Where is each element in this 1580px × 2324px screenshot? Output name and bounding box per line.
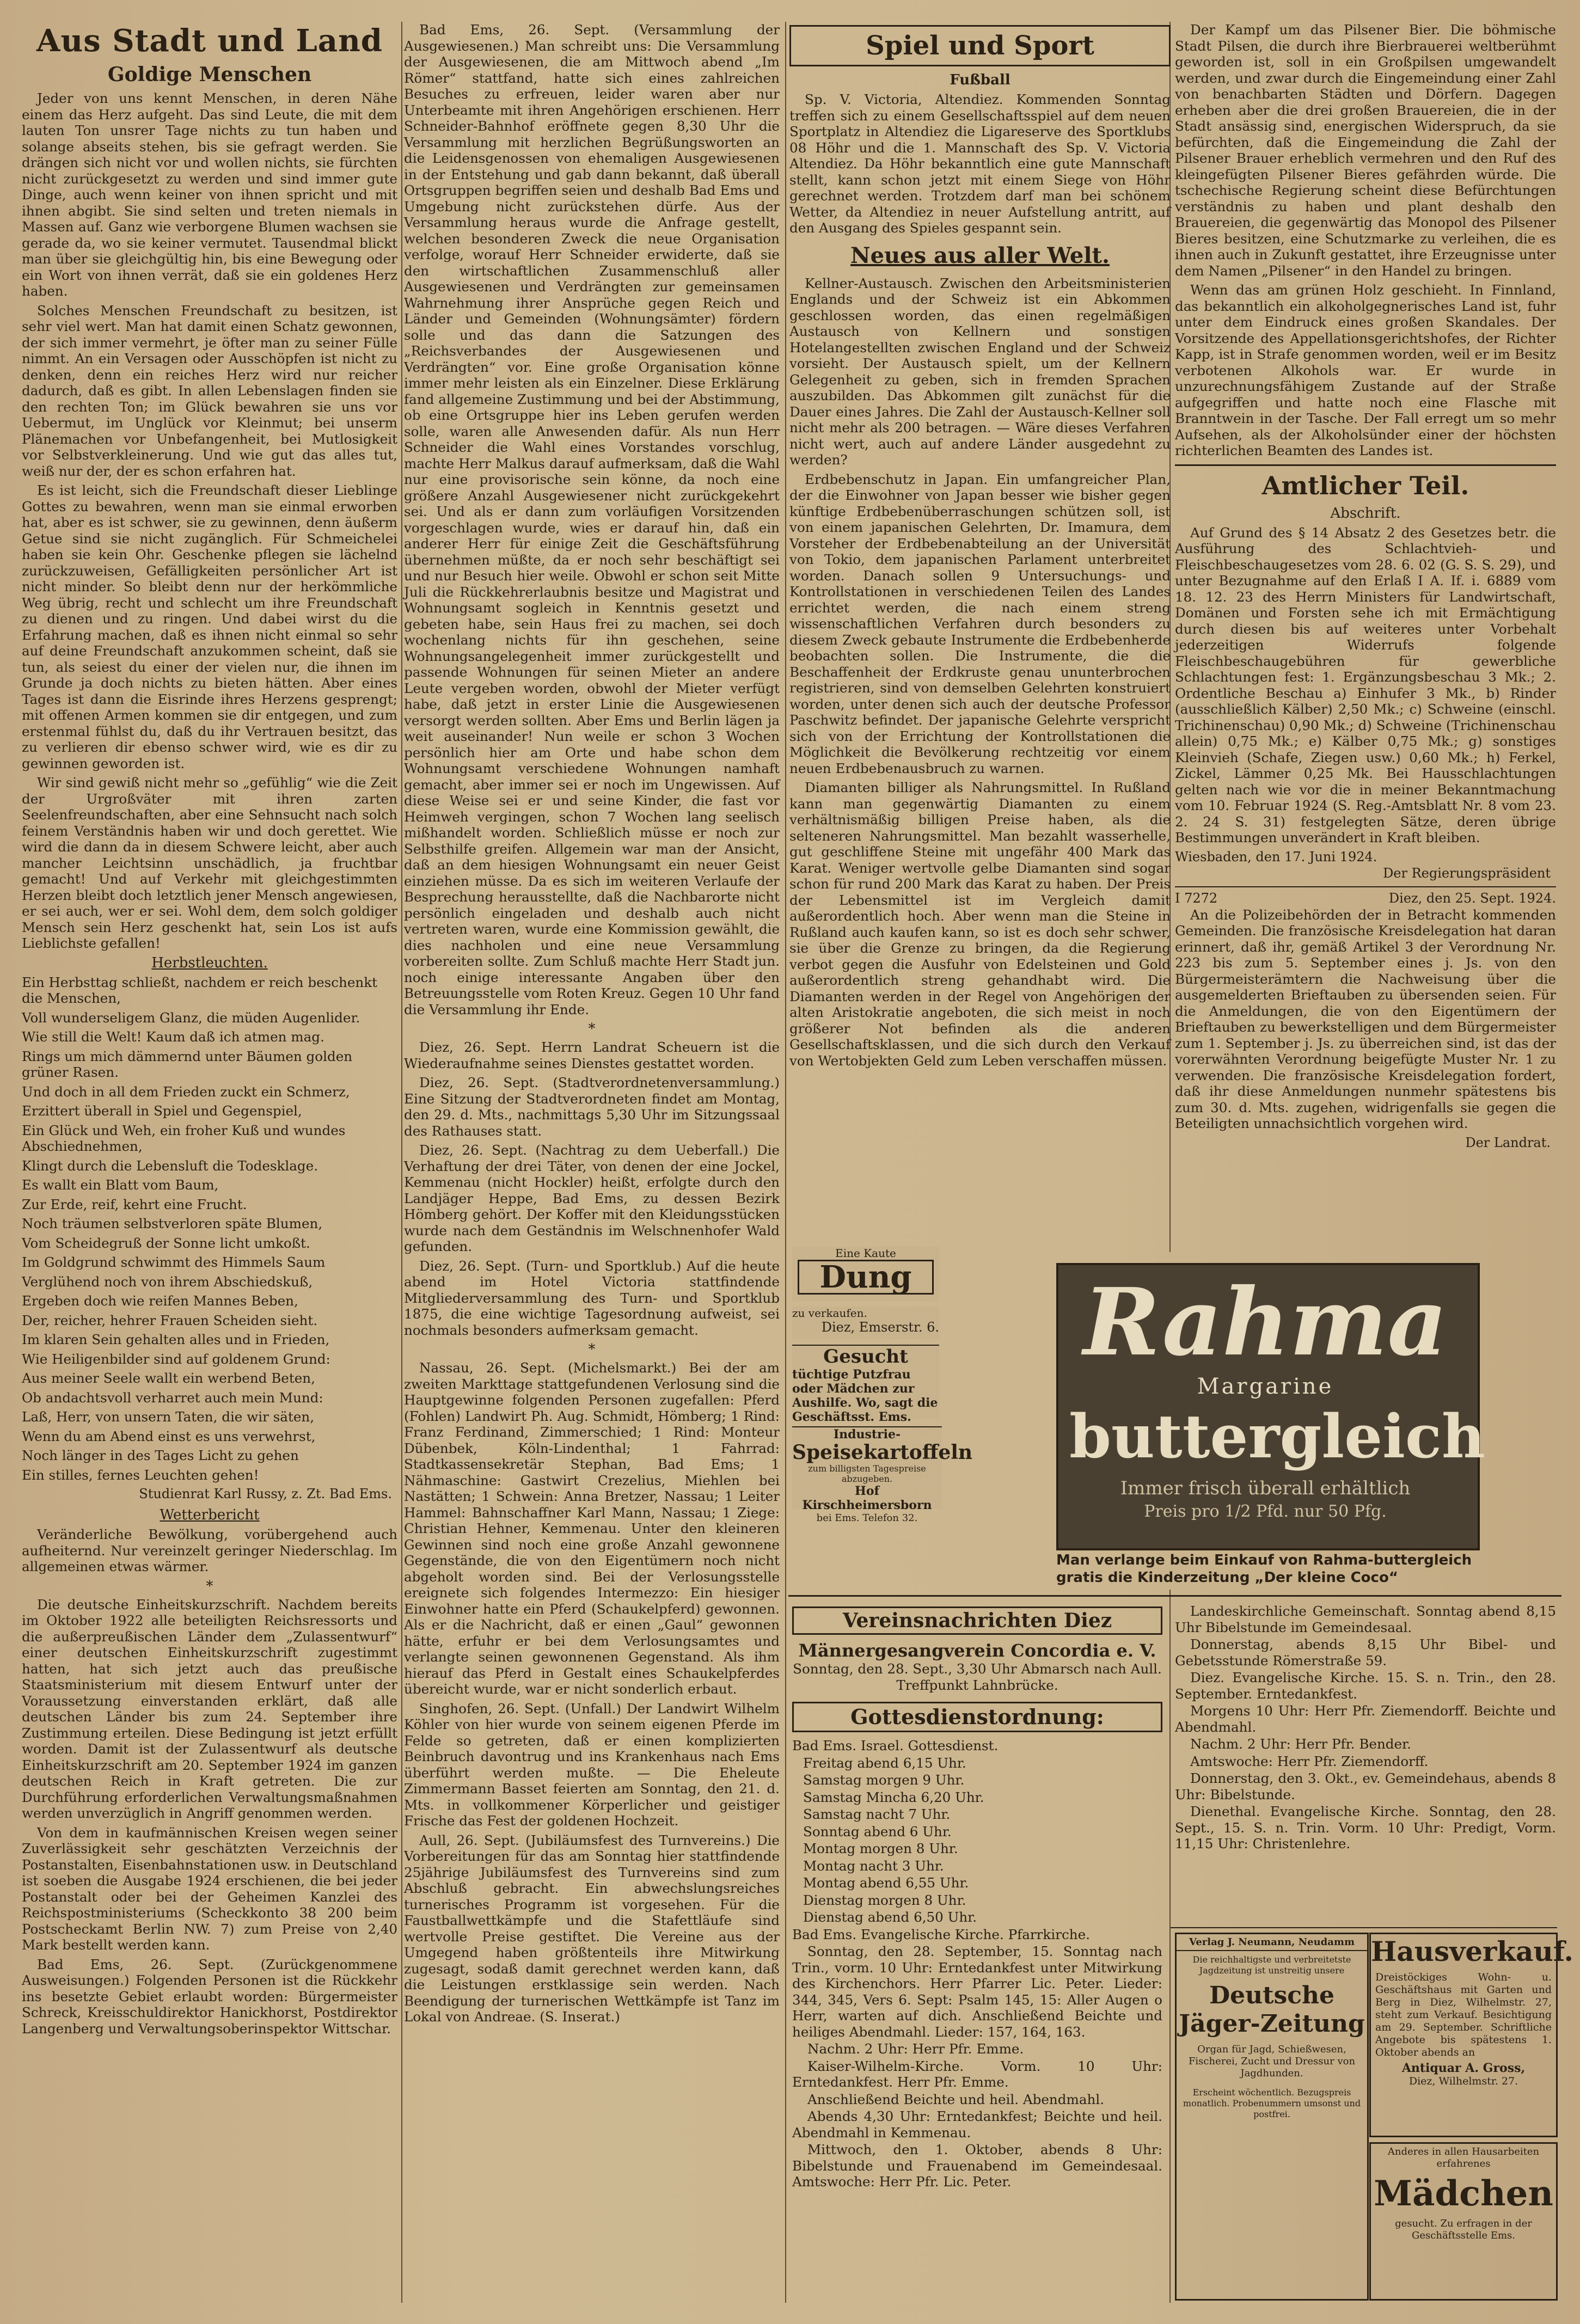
column-rule <box>1169 1590 1171 2303</box>
column-3-lower <box>792 1603 1162 2300</box>
official-date: Wiesbaden, den 17. Juni 1924. <box>1175 849 1377 864</box>
section-divider <box>788 1595 1561 1597</box>
ad-headline: Dung <box>798 1260 934 1295</box>
poem-line: Laß, Herr, von unsern Taten, die wir säten, <box>22 1409 315 1425</box>
separator-star: * <box>206 1578 213 1595</box>
service-line: Montag nacht 3 Uhr. <box>803 1857 944 1874</box>
official-copy-label: Abschrift. <box>1330 505 1401 522</box>
official-signature: Der Regierungspräsident <box>1383 865 1551 881</box>
service-line: Donnerstag, abends 8,15 Uhr Bibel- und Gebetsstunde Römerstraße 59. <box>1175 1636 1556 1669</box>
poem-line: Ein Herbsttag schließt, nachdem er reich beschenkt die Menschen, <box>22 974 378 1006</box>
column-4-lower <box>1175 1603 1556 1908</box>
church-services-list <box>792 1738 1162 2190</box>
official-date: Diez, den 25. Sept. 1924. <box>1388 890 1556 906</box>
service-line: Bad Ems. Evangelische Kirche. Pfarrkirche. <box>792 1926 1090 1942</box>
rahma-margarine: Margarine <box>1197 1374 1334 1399</box>
article-paragraph: Aull, 26. Sept. (Jubiläumsfest des Turnvereins.) Die Vorbereitungen für das am Sonntag hier stattfindende 25jährige Jubiläumsfest des Turnvereins sind zum Abschluß gebracht. Ein abwechslungsreiches turnerisches Programm ist vorgesehen. Für die Faustballwettkämpfe und die Stafettläufe sind wertvolle Preise gestiftet. Die Vereine aus der Umgegend haben größtenteils ihre Mitwirkung zugesagt, sodaß damit gerechnet werden kann, daß die Leistungen erstklassige sein werden. Nach Beendigung der turnerischen Wettkämpfe ist Tanz im Lokal von Andreae. (S. Inserat.) <box>404 1832 780 2025</box>
section-divider <box>1171 1927 1557 1928</box>
service-line: Morgens 10 Uhr: Herr Pfr. Ziemendorff. Beichte und Abendmahl. <box>1175 1703 1556 1735</box>
service-line: Kaiser-Wilhelm-Kirche. Vorm. 10 Uhr: Erntedankfest. Herr Pfr. Emme. <box>792 2058 1162 2090</box>
article-paragraph: Bad Ems, 26. Sept. (Zurückgenommene Ausweisungen.) Folgenden Personen ist die Rückkehr ins besetzte Gebiet erlaubt worden: Bürgermeister Schreck, Kreisschuldirektor Hanickhorst, Postdirektor Langenberg und Verwaltungsoberinspektor Wittschar. <box>22 1956 397 2037</box>
service-line: Bad Ems. Israel. Gottesdienst. <box>792 1738 999 1753</box>
service-line: Diez. Evangelische Kirche. 15. S. n. Trin., den 28. September. Erntedankfest. <box>1175 1670 1556 1702</box>
article-paragraph: Nassau, 26. Sept. (Michelsmarkt.) Bei der am zweiten Markttage stattgefundenen Verlosung sind die Hauptgewinne folgenden Personen zugefallen: Pferd (Fohlen) Landwirt Ph. Aug. Schmidt, Hömberg; 1 Rind: Franz Ferdinand, Zimmerschied; 1 Rind: Monteur Dübenbek, Köln-Lindenthal; 1 Fahrrad: Stadtkassensekretär Stephan, Bad Ems; 1 Nähmaschine: Gastwirt Crezelius, Miehlen bei Nastätten; 1 Schwein: Anna Bretzer, Nassau; 1 Leiter Hammel: Bahnschaffner Karl Mann, Nassau; 1 Ziege: Christian Hehner, Kemmenau. Unter den kleineren Gewinnen sind noch eine große Anzahl gewonnene Gegenstände, die von den Eigentümern noch nicht abgeholt worden sind. Bei der Verlosungsstelle ereignete sich folgendes Intermezzo: Ein hiesiger Einwohner hatte ein Pferd (Schaukelpferd) gewonnen. Als er die Nachricht, daß er einen „Gaul“ gewonnen hätte, erfuhr er bei dem Verlosungsamtes und verlangte seinen gewonnenen Gegenstand. Als ihm hierauf das Pferd in Gestalt eines Schaukelpferdes übereicht wurde, war er nicht sonderlich erbaut. <box>404 1360 780 1697</box>
column-rule <box>785 22 786 2303</box>
poem-line: Ergeben doch wie reifen Mannes Beben, <box>22 1293 298 1309</box>
poem-line: Klingt durch die Lebensluft die Todesklage. <box>22 1157 319 1174</box>
poem-line: Ein Glück und Weh, ein froher Kuß und wundes Abschiednehmen, <box>22 1122 346 1154</box>
poem-line: Voll wunderseligem Glanz, die müden Augenlider. <box>22 1009 360 1026</box>
service-line: Nachm. 2 Uhr: Herr Pfr. Bender. <box>1190 1736 1411 1752</box>
service-line: Abends 4,30 Uhr: Erntedankfest; Beichte und heil. Abendmahl in Kemmenau. <box>792 2108 1162 2141</box>
column-3 <box>789 22 1171 1241</box>
poem-line: Rings um mich dämmernd unter Bäumen golden grüner Rasen. <box>22 1048 353 1080</box>
jaeger-zeitung-ad <box>1175 1933 1369 2301</box>
article-paragraph: Wenn das am grünen Holz geschieht. In Finnland, das bekanntlich ein alkoholgegnerisches Land ist, fuhr unter dem Eindruck eines großen Skandales. Der Vorsitzende des Appellationsgerichtshofes, der Richter Kapp, ist in Strafe genommen worden, weil er im Besitz verbotenen Alkohols war. Er wurde in unzurechnungsfähigem Zustande auf der Straße aufgegriffen und hatte noch eine Flasche mit Branntwein in der Tasche. Der Fall erregt um so mehr Aufsehen, als der Alkoholsünder einer der höchsten richterlichen Beamten des Landes ist. <box>1175 282 1556 458</box>
ad-headline: Speisekartoffeln <box>792 1441 973 1464</box>
official-text: An die Polizeibehörden der in Betracht kommenden Gemeinden. Die französische Kreisdelegation hat daran erinnert, daß ihr, gemäß Artikel 3 der Verordnung Nr. 223 bis zum 5. September eines j. Js. von den Bürgermeisterämtern die Nachweisung über die ausgemelderten Brieftauben zu übersenden seien. Für die Anmeldungen, die von den Eigentümern der Brieftauben zu bewerkstelligen und dem Bürgermeister zum 1. September j. Js. zu überreichen sind, ist das der vorerwähnten Verordnung beigefügte Muster Nr. 1 zu verwenden. Die französische Kreisdelegation fordert, daß ihr diese Anmeldungen nunmehr spätestens bis zum 30. d. Mts. zugehen, widrigenfalls sie gegen die Beteiligten unnachsichtlich vorgehen wird. <box>1175 906 1556 1131</box>
ad-address: bei Ems. Telefon 32. <box>816 1512 918 1524</box>
separator-star: * <box>588 1021 596 1037</box>
poem-line: Aus meiner Seele wallt ein werbend Beten, <box>22 1370 315 1386</box>
rahma-slogan: buttergleich <box>1069 1401 1485 1471</box>
service-line: Montag abend 6,55 Uhr. <box>803 1875 969 1891</box>
sport-subheading: Fußball <box>950 72 1011 88</box>
article-paragraph: Diamanten billiger als Nahrungsmittel. In Rußland kann man gegenwärtig Diamanten zu einem verhältnismäßig billigen Preise haben, als die selteneren Nahrungsmittel. Man bezahlt wasserhelle, gut geschliffene Steine mit ungefähr 400 Mark das Karat. Weniger wertvolle gelbe Diamanten sind sogar schon für rund 200 Mark das Karat zu haben. Der Preis der Lebensmittel ist im Vergleich damit außerordentlich hoch. Aber wenn man die Steine in Rußland auch kaufen kann, so ist es doch sehr schwer, sie über die Grenze zu bringen, da die Regierung verbot gegen die Ausfuhr von Edelsteinen und Gold außerordentlich streng gehandhabt wird. Die Diamanten werden in der Regel von Angehörigen der alten Aristokratie angeboten, die sich meist in noch größerer Not befinden als die anderen Gesellschaftsklassen, und die sich durch den Verkauf von Wertobjekten Geld zum Leben verschaffen müssen. <box>789 780 1171 1069</box>
article-paragraph: Diez, 26. Sept. (Stadtverordnetenversammlung.) Eine Sitzung der Stadtverordneten findet am Montag, den 29. d. Mts., nachmittags 5,30 Uhr im Sitzungssaal des Rathauses statt. <box>404 1075 780 1139</box>
column-rule <box>401 22 402 2303</box>
article-paragraph: Es ist leicht, sich die Freundschaft dieser Lieblinge Gottes zu bewahren, wenn man sie einmal erworben hat, aber es ist schwer, sie zu gewinnen, denn äußerm Getue sind sie nicht zugänglich. Für Schmeichelei haben sie kein Ohr. Geschenke pflegen sie lächelnd zurückzuweisen, Gefälligkeiten persönlicher Art ist nicht minder. So bleibt denn nur der herkömmliche Weg übrig, recht und schlecht um ihre Freundschaft zu dienen und zu ringen. Und dabei wirst du die Erfahrung machen, daß es ihnen nicht einmal so sehr auf deine Freundschaft anzukommen scheint, daß sie tun, als seiest du einer der vielen nur, die ihnen im Grunde ja doch nichts zu bieten hätten. Aber eines Tages ist dann die Eisrinde ihres Herzens gesprengt; mit offenen Armen kommen sie dir entgegen, und zum erstenmal fühlst du, daß du ihr Vertrauen besitzt, das zu verlieren dir ebenso schwer wird, wie es dir zu gewinnen geworden ist. <box>22 482 397 771</box>
ad-text: tüchtige Putzfrau oder Mädchen zur Aushilfe. Wo, sagt die Geschäftsst. Ems. <box>792 1368 938 1424</box>
article-paragraph: Die deutsche Einheitskurzschrift. Nachdem bereits im Oktober 1922 alle beteiligten Reichsressorts und die außerpreußischen Länder dem „Zulassentwurf“ einer deutschen Einheitskurzschrift zugestimmt hatten, hat sich jetzt auch das preußische Staatsministerium mit diesem Entwurf unter der Voraussetzung einverstanden erklärt, daß alle deutschen Länder bis zum 24. September ihre Zustimmung erteilen. Diese Bedingung ist jetzt erfüllt worden. Damit ist der Zulassentwurf als deutsche Einheitskurzschrift am 20. September 1924 im ganzen deutschen Reich in Kraft getreten. Die zur Durchführung erforderlichen Verwaltungsmaßnahmen werden unverzüglich in Angriff genommen werden. <box>22 1596 397 1821</box>
poem-line: Ein stilles, fernes Leuchten gehen! <box>22 1467 259 1483</box>
ad-text: Eine Kaute <box>835 1247 896 1260</box>
poem-title: Herbstleuchten. <box>151 954 268 971</box>
service-line: Dienstag abend 6,50 Uhr. <box>803 1909 977 1925</box>
service-line: Donnerstag, den 3. Okt., ev. Gemeindehaus, abends 8 Uhr: Bibelstunde. <box>1175 1770 1556 1802</box>
poem-line: Im Goldgrund schwimmt des Himmels Saum <box>22 1254 326 1270</box>
rahma-small: Immer frisch überall erhältlich <box>1120 1477 1411 1499</box>
article-paragraph: Solches Menschen Freundschaft zu besitzen, ist sehr viel wert. Man hat damit einen Schatz gewonnen, der sich immer vermehrt, je öfter man zu seiner Fülle nimmt. An ein Versagen oder Ausschöpfen ist nicht zu denken, denn ein reiches Herz wird nur reicher dadurch, daß es gibt. In allen Lebenslagen finden sie den rechten Ton; im Glück bewahren sie uns vor Uebermut, im Unglück vor Kleinmut; bei unserm Plänemachen vor Unbefangenheit, bei Mutlosigkeit vor Selbstverkleinerung. Und wie gut das alles tut, weiß nur der, der es schon erfahren hat. <box>22 302 397 479</box>
ad-text: Die reichhaltigste und verbreitetste Jagdzeitung ist unstreitig unsere <box>1192 1954 1351 1976</box>
column-4 <box>1175 22 1556 1150</box>
weather-title: Wetterbericht <box>160 1507 260 1523</box>
service-line: Samstag morgen 9 Uhr. <box>803 1772 965 1788</box>
sport-heading: Spiel und Sport <box>789 25 1171 66</box>
poem-line: Ob andachtsvoll verharret auch mein Mund: <box>22 1389 323 1406</box>
poem-line: Erzittert überall in Spiel und Gegenspiel, <box>22 1103 302 1119</box>
ad-text: Dreistöckiges Wohn- u. Geschäftshaus mit Garten und Berg in Diez, Wilhelmstr. 27, steht zum Verkauf. Besichtigung am 29. September. Schriftliche Angebote bis spätestens 1. Oktober abends an <box>1375 1971 1552 2058</box>
poem-line: Noch länger in des Tages Licht zu gehen <box>22 1448 299 1463</box>
hausverkauf-ad <box>1369 1933 1573 2137</box>
service-line: Nachm. 2 Uhr: Herr Pfr. Emme. <box>807 2041 1024 2057</box>
service-line: Montag morgen 8 Uhr. <box>803 1841 958 1856</box>
article-paragraph: Erdbebenschutz in Japan. Ein umfangreicher Plan, der die Einwohner von Japan besser wie bisher gegen künftige Erdbebenüberraschungen schützen soll, ist von einem japanischen Gelehrten, Dr. Imamura, dem Vorsteher der Erdbebenabteilung an der Universität von Tokio, dem japanischen Parlament unterbreitet worden. Danach sollen 9 Untersuchungs- und Kontrollstationen in verschiedenen Teilen des Landes errichtet werden, die nach einem streng wissenschaftlichen Verfahren durch besonders zu diesem Zweck gebaute Instrumente die Erdbebenherde beobachten sollen. Die Instrumente, die die Beschaffenheit der Erdkruste genau ununterbrochen registrieren, sind von demselben Gelehrten konstruiert worden, unter denen sich auch der deutsche Professor Paschwitz befindet. Der japanische Gelehrte verspricht sich von der Errichtung der Kontrollstationen die Möglichkeit die Bevölkerung rechtzeitig vor einem neuen Erdbebenausbruch zu warnen. <box>789 471 1171 776</box>
ad-text: Hof Kirschheimersborn <box>802 1484 932 1512</box>
church-services-heading: Gottesdienstordnung: <box>792 1702 1162 1732</box>
club-text: Sonntag, den 28. Sept., 3,30 Uhr Abmarsch nach Aull. Treffpunkt Lahnbrücke. <box>793 1661 1162 1693</box>
official-section-heading: Amtlicher Teil. <box>1261 470 1469 500</box>
maedchen-ad <box>1369 2142 1558 2301</box>
poem-line: Der, reicher, hehrer Frauen Scheiden sieht. <box>22 1312 318 1328</box>
service-line: Sonntag, den 28. September, 15. Sonntag nach Trin., vorm. 10 Uhr: Erntedankfest unter Mitwirkung des Kirchenchors. Herr Pfarrer Lic. Peter. Lieder: 344, 345, Vers 6. Sept: Psalm 145, 15: Aller Augen o Herr, warten auf dich. Anschließend Beichte und heiliges Abendmahl. Lieder: 157, 164, 163. <box>792 1943 1162 2040</box>
service-line: Dienstag morgen 8 Uhr. <box>803 1892 966 1908</box>
poem-line: Noch träumen selbstverloren späte Blumen, <box>22 1216 323 1231</box>
service-line: Sonntag abend 6 Uhr. <box>803 1823 952 1839</box>
article-paragraph: Diez, 26. Sept. Herrn Landrat Scheuern ist die Wiederaufnahme seines Dienstes gestattet worden. <box>404 1039 780 1071</box>
official-signature: Der Landrat. <box>1465 1135 1551 1150</box>
poem-line: Vom Scheidegruß der Sonne licht umkoßt. <box>22 1235 310 1251</box>
ad-text: gesucht. Zu erfragen in der Geschäftsstelle Ems. <box>1395 2218 1532 2241</box>
poem-line: Und doch in all dem Frieden zuckt ein Schmerz, <box>22 1083 350 1100</box>
rahma-brand: Rahma <box>1083 1268 1448 1377</box>
ad-address: Diez, Wilhelmstr. 27. <box>1408 2075 1518 2087</box>
poem <box>22 974 397 1483</box>
service-line: Mittwoch, den 1. Oktober, abends 8 Uhr: Bibelstunde und Frauenabend im Gemeindesaal. Amtswoche: Herr Pfr. Lic. Peter. <box>792 2142 1162 2190</box>
rahma-caption: Man verlange beim Einkauf von Rahma-buttergleich gratis die Kinderzeitung „Der kleine Coco“ <box>1056 1552 1472 1586</box>
service-line: Anschließend Beichte und heil. Abendmahl. <box>807 2091 1105 2107</box>
ad-headline: Deutsche Jäger-Zeitung <box>1179 1982 1365 2038</box>
club-news-heading: Vereinsnachrichten Diez <box>792 1606 1162 1635</box>
official-text: Auf Grund des § 14 Absatz 2 des Gesetzes betr. die Ausführung des Schlachtvieh- und Fleischbeschaugesetzes vom 28. 6. 02 (G. S. S. 29), und unter Bezugnahme auf den Erlaß I A. If. i. 6889 vom 18. 12. 23 des Herrn Ministers für Landwirtschaft, Domänen und Forsten sehe ich mit Ermächtigung durch diesen bis auf weiteres unter Vorbehalt jederzeitigen Widerrufs folgende Fleischbeschaugebühren für gewerbliche Schlachtungen fest: 1. Ergänzungsbeschau 3 Mk.; 2. Ordentliche Beschau a) Einhufer 3 Mk., b) Rinder (ausschließlich Kälber) 2,50 Mk.; c) Schweine (einschl. Trichinenschau) 0,90 Mk.; d) Schweine (Trichinenschau allein) 0,75 Mk.; e) Kälber 0,75 Mk.; g) sonstiges Kleinvieh (Schafe, Ziegen usw.) 0,60 Mk.; h) Ferkel, Zickel, Lämmer 0,25 Mk. Bei Hausschlachtungen gelten nach wie vor die in meiner Bekanntmachung vom 10. Februar 1924 (S. Reg.-Amtsblatt Nr. 8 vom 23. 2. 24 S. 31) festgelegten Sätze, deren übrige Bestimmungen unverändert in Kraft bleiben. <box>1175 524 1556 845</box>
article-paragraph: Der Kampf um das Pilsener Bier. Die böhmische Stadt Pilsen, die durch ihre Bierbrauerei weltberühmt geworden ist, soll in ein Großpilsen umgewandelt werden, und zwar durch die Eingemeindung einer Zahl von benachbarten Städten und Dörfern. Dagegen erheben aber die drei großen Brauereien, die in der Stadt ansässig sind, energischen Widerspruch, da sie befürchten, daß die Eingemeindung die Zahl der Pilsener Brauer erheblich vermehren und den Ruf des kleingefügten Pilsener Bieres gefährden würde. Die tschechische Regierung scheint diese Befürchtungen verständnis zu haben und plant deshalb den Brauereien, die gegenwärtig das Monopol des Pilsener Bieres besitzen, eine Schutzmarke zu verleihen, die es ihnen auch in Zukunft gestattet, ihre Erzeugnisse unter dem Namen „Pilsener“ in den Handel zu bringen. <box>1175 22 1556 279</box>
ad-gesucht <box>792 1345 939 1424</box>
poem-author: Studienrat Karl Russy, z. Zt. Bad Ems. <box>139 1486 392 1501</box>
poem-line: Wie Heiligenbilder sind auf goldenem Grund: <box>22 1351 330 1367</box>
article-paragraph: Bad Ems, 26. Sept. (Versammlung der Ausgewiesenen.) Man schreibt uns: Die Versammlung der Ausgewiesenen, die am Mittwoch abend „Im Römer“ stattfand, hatte sich eines zahlreichen Besuches zu erfreuen, leider waren aber nur Unterbeamte mit ihren Angehörigen erschienen. Herr Schneider-Bahnhof eröffnete gegen 8,30 Uhr die Versammlung mit herzlichen Begrüßungsworten an die Leidensgenossen von ehemaligen Ausgewiesenen in der Entstehung und gab dann bekannt, daß überall Ortsgruppen begriffen seien und deshalb Bad Ems und Umgebung nicht zurückstehen dürfe. Aus der Versammlung heraus wurde die Anfrage gestellt, welchen besonderen Zweck die neue Organisation verfolge, worauf Herr Schneider erwiderte, daß sie den wirtschaftlichen Zusammenschluß aller Ausgewiesenen und Verdrängten zur gemeinsamen Wahrnehmung ihrer Ansprüche gegen Reich und Länder und Gemeinden (Wohnungsämter) fördern solle und das dann die Satzungen des „Reichsverbandes der Ausgewiesenen und Verdrängten“ vor. Eine große Organisation könne immer mehr leisten als ein Einzelner. Diese Erklärung fand allgemeine Zustimmung und bei der Abstimmung, ob eine Ortsgruppe hier ins Leben gerufen werden solle, waren alle Anwesenden dafür. Als nun Herr Schneider die Wahl eines Vorstandes vorschlug, machte Herr Malkus darauf aufmerksam, daß die Wahl nur eine provisorische sein könne, da noch eine größere Anzahl Ausgewiesener nicht zurückgekehrt sei. Und als er dann zum vorläufigen Vorsitzenden vorgeschlagen wurde, wies er darauf hin, daß ein anderer Herr für einige Zeit die Geschäftsführung übernehmen müßte, da er noch sehr beschäftigt sei und nur Besuch hier weile. Obwohl er schon seit Mitte Juli die Rückkehrerlaubnis besitze und Magistrat und Wohnungsamt sogleich in Kenntnis gesetzt und gebeten habe, sein Haus frei zu machen, sei doch wochenlang nichts für ihn geschehen, seine Wohnungsangelegenheit immer zurückgestellt und passende Wohnungen für seinen Mieter an andere Leute vergeben worden, obwohl der Mieter verfügt habe, daß jetzt in erster Linie die Ausgewiesenen versorgt werden sollten. Aber Ems und Berlin lägen ja weit auseinander! Nun weile er schon 3 Wochen persönlich hier am Orte und habe schon dem Wohnungsamt verschiedene Wohnungen namhaft gemacht, aber immer sei er noch im Ungewissen. Auf diese Weise sei er und seine Kinder, die fast vor Heimweh vergingen, schon 7 Wochen lang seelisch mißhandelt worden. Schließlich müsse er noch zur Selbsthilfe greifen. Allgemein war man der Ansicht, daß an dem hiesigen Wohnungsamt ein neuer Geist einziehen müsse. Da es sich im weiteren Verlaufe der Besprechung herausstellte, daß die Nachbarorte nicht persönlich eingeladen und deshalb auch nicht vertreten waren, wurde eine Kommission gewählt, die dies nachholen und eine neue Versammlung vorbereiten sollte. Zum Schluß machte Herr Stadt jun. noch einige interessante Angaben über den Betreuungsstelle vom Roten Kreuz. Gegen 10 Uhr fand die Versammlung ihr Ende. <box>404 22 780 1017</box>
column-2 <box>404 22 780 2308</box>
ad-text: Industrie- <box>833 1427 901 1442</box>
ad-text: Verlag J. Neumann, Neudamm <box>1177 1934 1367 1951</box>
separator-star: * <box>588 1341 596 1358</box>
rahma-ad <box>1056 1263 1485 1550</box>
service-line: Landeskirchliche Gemeinschaft. Sonntag abend 8,15 Uhr Bibelstunde im Gemeindesaal. <box>1175 1603 1556 1635</box>
article-paragraph: Wir sind gewiß nicht mehr so „gefühlig“ wie die Zeit der Urgroßväter mit ihren zarten Seelenfreundschaften, aber eine Sehnsucht nach solch feinem Verständnis haben wir und doch gerettet. Wie wird die dann da in diesem Schwere leicht, aber auch mancher Leichtsinn unschädlich, ja fruchtbar gemacht! Und auf Verkehr mit gleichgestimmten Herzen bleibt doch letztlich jener Mensch angewiesen, er sei auch, wer er sei. Wohl dem, dem solch goldiger Mensch sein Herz geschenkt hat, sein Los ist aufs Lieblichste gefallen! <box>22 775 397 951</box>
article-paragraph: Jeder von uns kennt Menschen, in deren Nähe einem das Herz aufgeht. Das sind Leute, die mit dem lauten Ton unsrer Tage nichts zu tun haben und solange abseits stehen, bis sie gefragt werden. Sie drängen sich nicht vor und wollen nichts, sie fürchten nicht zurückgesetzt zu werden und sind immer gute Dinge, auch wenn keiner von ihnen spricht und mit ihnen abgibt. Sie sind selten und treten niemals in Massen auf. Ganz wie verborgene Blumen wachsen sie gerade da, wo sie keiner vermutet. Tausendmal blickt man über sie gleichgültig hin, bis eine Bewegung oder ein Wort von ihnen verrät, daß sie ein goldenes Herz haben. <box>22 90 397 299</box>
official-number: I 7272 <box>1175 890 1218 906</box>
ad-text: zum billigsten Tagespreise abzugeben. <box>808 1463 926 1484</box>
ad-dung <box>792 1247 939 1301</box>
ad-text: zu verkaufen. <box>792 1307 867 1320</box>
service-line: Freitag abend 6,15 Uhr. <box>803 1755 966 1771</box>
weather-text: Veränderliche Bewölkung, vorübergehend auch aufheiternd. Nur vereinzelt geringer Niederschlag. Im allgemeinen etwas wärmer. <box>22 1526 397 1574</box>
poem-line: Es wallt ein Blatt vom Baum, <box>22 1177 219 1193</box>
poem-line: Zur Erde, reif, kehrt eine Frucht. <box>22 1196 247 1212</box>
column-1 <box>22 22 397 2308</box>
ad-text: Organ für Jagd, Schießwesen, Fischerei, Zucht und Dressur von Jagdhunden. <box>1188 2044 1356 2079</box>
article-title: Goldige Menschen <box>107 63 312 86</box>
service-line: Samstag nacht 7 Uhr. <box>803 1806 951 1822</box>
ad-kartoffeln <box>792 1426 973 1524</box>
ad-headline: Mädchen <box>1374 2173 1553 2214</box>
article-paragraph: Sp. V. Victoria, Altendiez. Kommenden Sonntag treffen sich zu einem Gesellschaftsspiel auf dem neuen Sportplatz in Altendiez die Ligareserve des Sportklubs 08 Höhr und die 1. Mannschaft des Sp. V. Victoria Altendiez. Da Höhr bekanntlich eine gute Mannschaft stellt, kann schon jetzt mit einem Siege von Höhr gerechnet werden. Trotzdem darf man bei schönem Wetter, da Altendiez in neuer Aufstellung antritt, auf den Ausgang des Spieles gespannt sein. <box>789 91 1171 236</box>
article-paragraph: Diez, 26. Sept. (Nachtrag zu dem Ueberfall.) Die Verhaftung der drei Täter, von denen der eine Jockel, Kemmenau (nicht Hockler) heißt, erfolgte durch den Landjäger Heppe, Bad Ems, zu dessen Bezirk Hömberg gehört. Der Koffer mit den Kleidungsstücken wurde nach dem Geständnis im Welschnenhofer Wald gefunden. <box>404 1142 780 1254</box>
service-line: Amtswoche: Herr Pfr. Ziemendorff. <box>1190 1753 1429 1769</box>
poem-line: Wie still die Welt! Kaum daß ich atmen mag. <box>22 1029 324 1045</box>
section-masthead: Aus Stadt und Land <box>36 23 383 59</box>
ad-text: Anderes in allen Hausarbeiten erfahrenes <box>1387 2146 1540 2169</box>
ad-text: Erscheint wöchentlich. Bezugspreis monatlich. Probenummern umsonst und postfrei. <box>1183 2087 1361 2119</box>
ad-address: Diez, Emserstr. 6. <box>821 1320 939 1335</box>
club-name: Männergesangverein Concordia e. V. <box>798 1640 1156 1661</box>
ad-headline: Hausverkauf. <box>1371 1935 1573 1967</box>
ad-text: Antiquar A. Gross, <box>1401 2061 1526 2075</box>
service-line: Samstag Mincha 6,20 Uhr. <box>803 1789 984 1805</box>
poem-line: Wenn du am Abend einst es uns verwehrst, <box>22 1428 316 1444</box>
ad-headline: Gesucht <box>823 1346 908 1368</box>
article-paragraph: Kellner-Austausch. Zwischen den Arbeitsministerien Englands und der Schweiz ist ein Abkommen geschlossen worden, das einen regelmäßigen Austausch von Kellnern und sonstigen Hotelangestellten zwischen England und der Schweiz vorsieht. Der Austausch spielt, um der Kellnern Gelegenheit zu geben, sich in fremden Sprachen auszubilden. Das Abkommen gilt zunächst für die Dauer eines Jahres. Die Zahl der Austausch-Kellner soll nicht mehr als 200 betragen. — Wäre dieses Verfahren nicht wert, auch auf andere Länder ausgedehnt zu werden? <box>789 275 1171 468</box>
article-paragraph: Diez, 26. Sept. (Turn- und Sportklub.) Auf die heute abend im Hotel Victoria stattfindende Mitgliederversammlung des Turn- und Sportklub 1875, die eine wichtige Tagesordnung aufweist, sei nochmals besonders aufmerksam gemacht. <box>404 1258 780 1338</box>
article-paragraph: Von dem in kaufmännischen Kreisen wegen seiner Zuverlässigkeit sehr geschätzten Verzeichnis der Postanstalten, Eisenbahnstationen usw. in Deutschland ist soeben die Ausgabe 1924 erschienen, die bei jeder Postanstalt oder bei der Geheimen Kanzlei des Reichspostministeriums (Scheckkonto 38 200 beim Postscheckamt Berlin NW. 7) zum Preise von 2,40 Mark bestellt werden kann. <box>22 1824 397 1953</box>
rahma-price: Preis pro 1/2 Pfd. nur 50 Pfg. <box>1144 1502 1387 1521</box>
article-paragraph: Singhofen, 26. Sept. (Unfall.) Der Landwirt Wilhelm Köhler von hier wurde von seinem eigenen Pferde im Felde so getreten, daß er einen komplizierten Beinbruch davontrug und ins Krankenhaus nach Ems überführt werden mußte. — Die Eheleute Zimmermann Basset feierten am Sonntag, den 21. d. Mts. in vollkommener Körperlicher und geistiger Frische das Fest der goldenen Hochzeit. <box>404 1700 780 1829</box>
poem-line: Verglühend noch von ihrem Abschiedskuß, <box>22 1273 313 1290</box>
world-news-heading: Neues aus aller Welt. <box>850 242 1110 268</box>
service-line: Dienethal. Evangelische Kirche. Sonntag, den 28. Sept., 15. S. n. Trin. Vorm. 10 Uhr: Predigt, Vorm. 11,15 Uhr: Christenlehre. <box>1175 1804 1556 1851</box>
poem-line: Im klaren Sein gehalten alles und in Frieden, <box>22 1332 330 1347</box>
ad-dung-info <box>792 1307 939 1339</box>
